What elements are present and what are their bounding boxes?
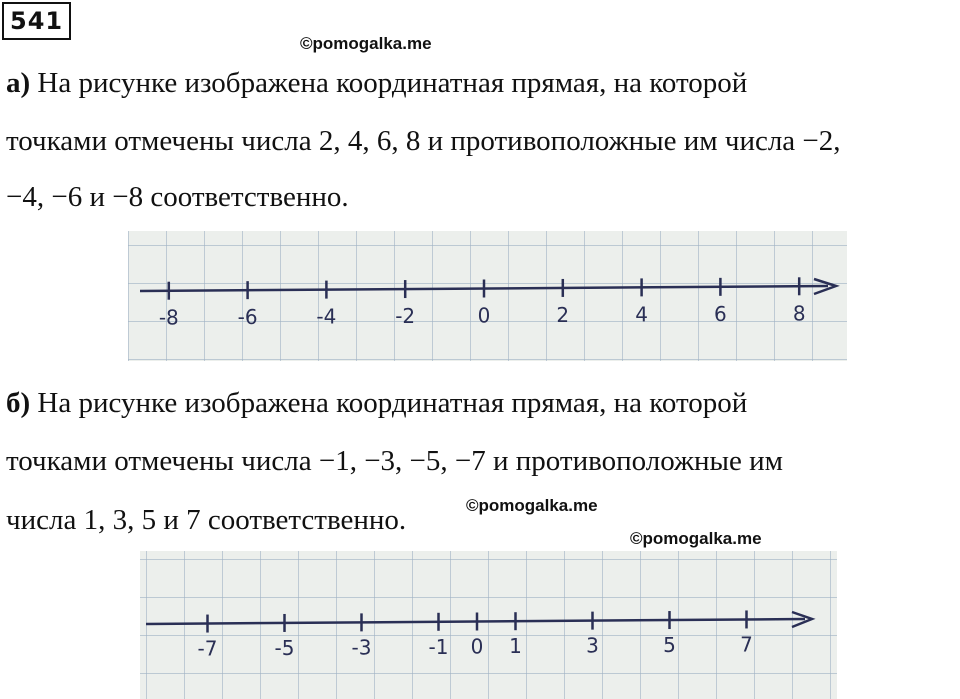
watermark: ©pomogalka.me: [466, 496, 598, 515]
number-line-b-tick-label: -7: [197, 636, 218, 661]
number-line-b-tick-label: -5: [274, 635, 295, 660]
part-a-marker: а): [6, 67, 31, 99]
part-b-line-1: [6, 386, 747, 420]
number-line-a: [128, 231, 847, 361]
number-line-a-tick-label: 4: [635, 302, 648, 327]
part-a-line-1: [6, 66, 747, 100]
part-b-line-3: числа 1, 3, 5 и 7 соответственно.: [6, 504, 407, 536]
part-a-line-3: −4, −6 и −8 соответственно.: [6, 181, 349, 213]
number-line-a-tick-label: 6: [714, 301, 727, 326]
number-line-b-tick-label: 7: [740, 632, 753, 657]
part-b-line-2: точками отмечены числа −1, −3, −5, −7 и противоположные им: [6, 445, 784, 477]
number-line-a-tick-label: -8: [158, 305, 179, 330]
number-line-a-tick-label: 8: [792, 301, 806, 326]
number-line-image-a: [128, 231, 847, 361]
number-line-a-tick-label: -6: [237, 305, 258, 330]
number-line-b: [140, 551, 837, 699]
number-line-a-tick-label: 0: [477, 303, 491, 328]
number-line-image-b: [140, 551, 837, 699]
watermark: ©pomogalka.me: [300, 34, 432, 53]
number-line-b-tick-label: 0: [470, 634, 484, 659]
part-b-text-1: На рисунке изображена координатная прямая, на которой: [37, 387, 748, 419]
number-line-b-tick-label: 1: [509, 634, 522, 659]
number-line-b-tick-label: -3: [351, 635, 372, 660]
watermark: ©pomogalka.me: [630, 529, 762, 548]
number-line-a-tick-label: -2: [395, 304, 416, 329]
number-line-b-tick-label: 3: [586, 633, 599, 658]
part-a-text-1: На рисунке изображена координатная прямая, на которой: [37, 67, 748, 99]
number-line-a-tick-label: 2: [556, 302, 570, 327]
number-line-a-tick-label: -4: [316, 304, 337, 329]
number-line-b-tick-label: -1: [428, 634, 449, 659]
number-line-b-tick-label: 5: [663, 633, 676, 658]
part-b-marker: б): [6, 387, 31, 419]
part-a-line-2: точками отмечены числа 2, 4, 6, 8 и противоположные им числа −2,: [6, 125, 841, 157]
problem-number: 541: [2, 2, 71, 40]
